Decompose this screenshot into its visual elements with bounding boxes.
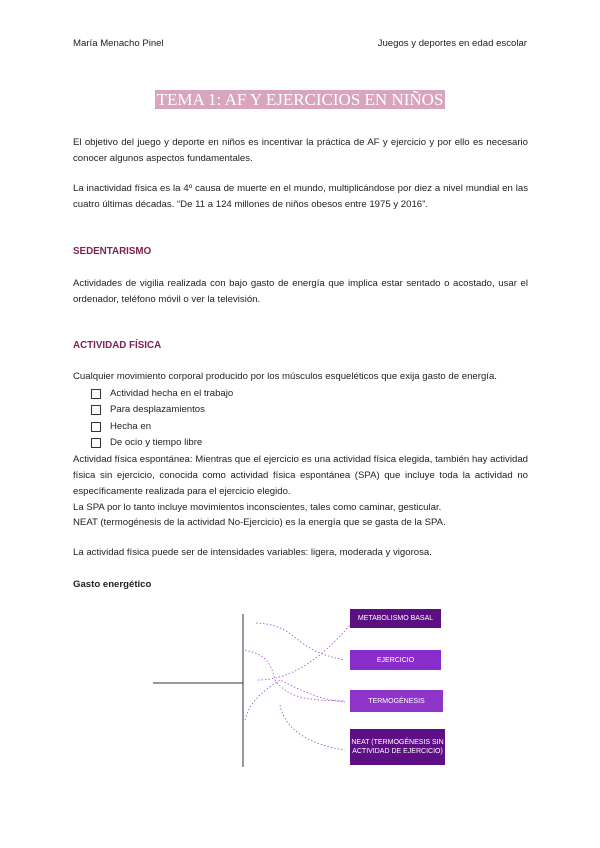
box-termogenesis: TERMOGÉNESIS [350,690,443,712]
list-item: Actividad hecha en el trabajo [91,386,233,402]
box-metabolismo-basal: METABOLISMO BASAL [350,609,441,628]
spa-paragraph: Actividad física espontánea: Mientras que el ejercicio es una actividad física elegida, también hay actividad física sin ejercicio, conocida como actividad física espontánea (SPA) que incluye toda la actividad no específicamente realizada para el ejercicio elegido. [73,454,528,498]
connector-line [256,623,345,660]
box-neat: NEAT (TERMOGÉNESIS SIN ACTIVIDAD DE EJERCICIO) [350,729,445,765]
intro-paragraph-1: El objetivo del juego y deporte en niños es incentivar la práctica de AF y ejercicio y por ello es necesario conocer algunos aspectos fundamentales. [73,137,528,165]
page-title: TEMA 1: AF Y EJERCICIOS EN NIÑOS [156,90,444,109]
connector-line [258,625,350,680]
list-item: De ocio y tiempo libre [91,435,233,451]
heading-sedentarismo: SEDENTARISMO [73,246,152,257]
neat-paragraph: NEAT (termogénesis de la actividad No-Ejercicio) es la energía que se gasta de la SPA. [73,517,446,528]
box-ejercicio: EJERCICIO [350,650,441,670]
intro-paragraph-2: La inactividad física es la 4º causa de muerte en el mundo, multiplicándose por diez a nivel mundial en las cuatro últimas décadas. “De 11 a 124 millones de niños obesos entre 1975 y 2016”. [73,183,528,211]
actividad-lead: Cualquier movimiento corporal producido por los músculos esqueléticos que exija gasto de energía. [73,371,497,382]
list-item: Hecha en [91,419,233,435]
heading-gasto: Gasto energético [73,579,152,590]
header-author: María Menacho Pinel [73,38,164,49]
connector-line [280,705,345,750]
list-item: Para desplazamientos [91,402,233,418]
connector-line [245,680,345,720]
intensity-paragraph: La actividad física puede ser de intensidades variables: ligera, moderada y vigorosa. [73,547,432,558]
spa-paragraph-2: La SPA por lo tanto incluye movimientos inconscientes, tales como caminar, gesticular. [73,502,442,513]
sedentarismo-text: Actividades de vigilia realizada con bajo gasto de energía que implica estar sentado o acostado, usar el ordenador, teléfono móvil o ver la televisión. [73,278,528,306]
header-course: Juegos y deportes en edad escolar [377,38,527,49]
heading-actividad-fisica: ACTIVIDAD FÍSICA [73,340,162,351]
connector-line [245,650,345,701]
